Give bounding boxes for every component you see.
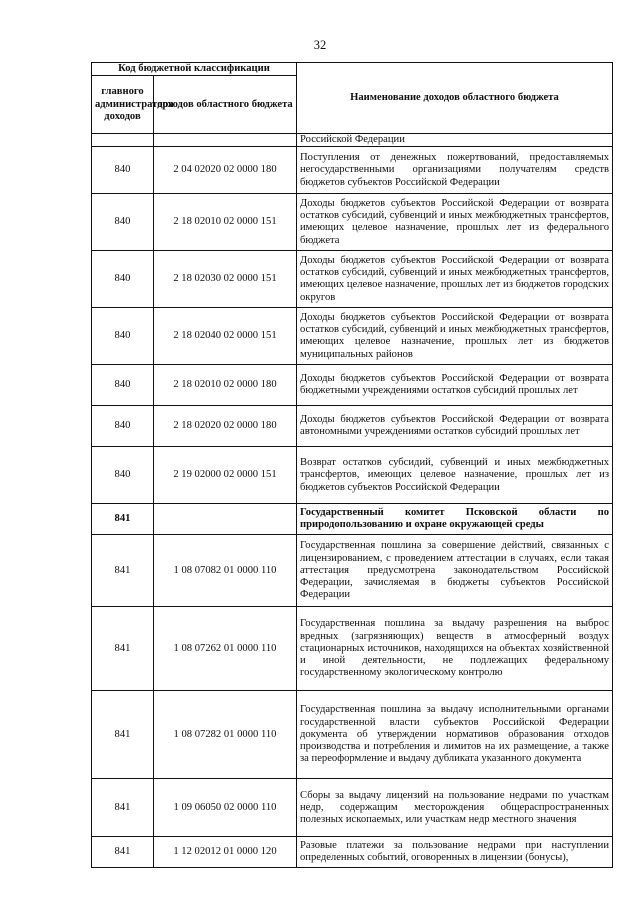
income-code-cell: 1 08 07282 01 0000 110: [154, 691, 297, 779]
income-code-cell: 2 18 02010 02 0000 151: [154, 194, 297, 251]
continuation-name-cell: Российской Федерации: [297, 134, 613, 147]
income-name-cell: Государственная пошлина за совершение действий, связанных с лицензированием, с проведением аттестации в случаях, если такая аттестация предусмотрена законодательством Российской Федерации, зачисляемая в бюджеты субъектов Российской Федерации: [297, 535, 613, 607]
administrator-code-cell: 841: [92, 779, 154, 837]
table-row: [92, 607, 613, 691]
administrator-code-cell: 840: [92, 447, 154, 504]
income-name-cell: Государственная пошлина за выдачу разрешения на выброс вредных (загрязняющих) веществ в атмосферный воздух стационарных источников, находящихся на объектах хозяйственной и иной деятельности, не подлежащих федеральному государственному экологическому контролю: [297, 607, 613, 691]
income-name-cell: Доходы бюджетов субъектов Российской Федерации от возврата бюджетными учреждениями остатков субсидий прошлых лет: [297, 365, 613, 406]
income-code-cell: 2 18 02040 02 0000 151: [154, 308, 297, 365]
header-income-name: Наименование доходов областного бюджета: [297, 63, 613, 134]
income-code-cell: 2 18 02030 02 0000 151: [154, 251, 297, 308]
administrator-code-cell: 841: [92, 504, 154, 535]
income-name-cell: Разовые платежи за пользование недрами при наступлении определенных событий, оговоренных в лицензии (бонусы),: [297, 837, 613, 868]
income-name-cell: Государственная пошлина за выдачу исполнительными органами государственной власти субъектов Российской Федерации документа об утверждении нормативов образования отходов производства и потребления и лимитов на их размещение, а также за переоформление и выдачу дубликата указанного документа: [297, 691, 613, 779]
income-code-cell: 2 19 02000 02 0000 151: [154, 447, 297, 504]
income-code-cell: [154, 504, 297, 535]
continuation-admin-cell: [92, 134, 154, 147]
administrator-code-cell: 840: [92, 251, 154, 308]
administrator-code-cell: 841: [92, 607, 154, 691]
income-name-cell: Доходы бюджетов субъектов Российской Федерации от возврата автономными учреждениями остатков субсидий прошлых лет: [297, 406, 613, 447]
administrator-code-cell: 840: [92, 406, 154, 447]
table-row: [92, 691, 613, 779]
table-row: [92, 504, 613, 535]
income-name-cell: Доходы бюджетов субъектов Российской Федерации от возврата остатков субсидий, субвенций и иных межбюджетных трансфертов, имеющих целевое назначение, прошлых лет из бюджетов муниципальных районов: [297, 308, 613, 365]
income-code-cell: 2 18 02020 02 0000 180: [154, 406, 297, 447]
income-name-cell: Возврат остатков субсидий, субвенций и иных межбюджетных трансфертов, имеющих целевое назначение, прошлых лет из бюджетов субъектов Российской Федерации: [297, 447, 613, 504]
income-name-cell: Поступления от денежных пожертвований, предоставляемых негосударственными организациями получателям средств бюджетов субъектов Российской Федерации: [297, 147, 613, 194]
budget-classification-table: [91, 62, 613, 868]
continuation-code-cell: [154, 134, 297, 147]
income-name-cell: Государственный комитет Псковской области по природопользованию и охране окружающей среды: [297, 504, 613, 535]
income-code-cell: 2 18 02010 02 0000 180: [154, 365, 297, 406]
table-row: [92, 837, 613, 868]
income-code-cell: 2 04 02020 02 0000 180: [154, 147, 297, 194]
header-main-administrator: главного администратора доходов: [92, 76, 154, 134]
administrator-code-cell: 841: [92, 691, 154, 779]
administrator-code-cell: 841: [92, 535, 154, 607]
table-row: [92, 535, 613, 607]
table-row: [92, 308, 613, 365]
continuation-row: [92, 134, 613, 147]
page-number: 32: [313, 38, 327, 52]
administrator-code-cell: 840: [92, 365, 154, 406]
income-name-cell: Доходы бюджетов субъектов Российской Федерации от возврата остатков субсидий, субвенций и иных межбюджетных трансфертов, имеющих целевое назначение, прошлых лет из федерального бюджета: [297, 194, 613, 251]
header-regional-budget-income: доходов областного бюджета: [154, 76, 297, 134]
administrator-code-cell: 840: [92, 308, 154, 365]
table-row: [92, 447, 613, 504]
table-row: [92, 406, 613, 447]
income-code-cell: 1 08 07262 01 0000 110: [154, 607, 297, 691]
table-row: [92, 251, 613, 308]
income-name-cell: Доходы бюджетов субъектов Российской Федерации от возврата остатков субсидий, субвенций и иных межбюджетных трансфертов, имеющих целевое назначение, прошлых лет из бюджетов городских округов: [297, 251, 613, 308]
administrator-code-cell: 840: [92, 194, 154, 251]
table-row: [92, 365, 613, 406]
income-code-cell: 1 08 07082 01 0000 110: [154, 535, 297, 607]
administrator-code-cell: 841: [92, 837, 154, 868]
income-name-cell: Сборы за выдачу лицензий на пользование недрами по участкам недр, содержащим месторождения общераспространенных полезных ископаемых, или участкам недр местного значения: [297, 779, 613, 837]
table-row: [92, 194, 613, 251]
header-budget-classification-code: Код бюджетной классификации: [92, 63, 297, 76]
table-row: [92, 779, 613, 837]
income-code-cell: 1 09 06050 02 0000 110: [154, 779, 297, 837]
table-row: [92, 147, 613, 194]
income-code-cell: 1 12 02012 01 0000 120: [154, 837, 297, 868]
administrator-code-cell: 840: [92, 147, 154, 194]
